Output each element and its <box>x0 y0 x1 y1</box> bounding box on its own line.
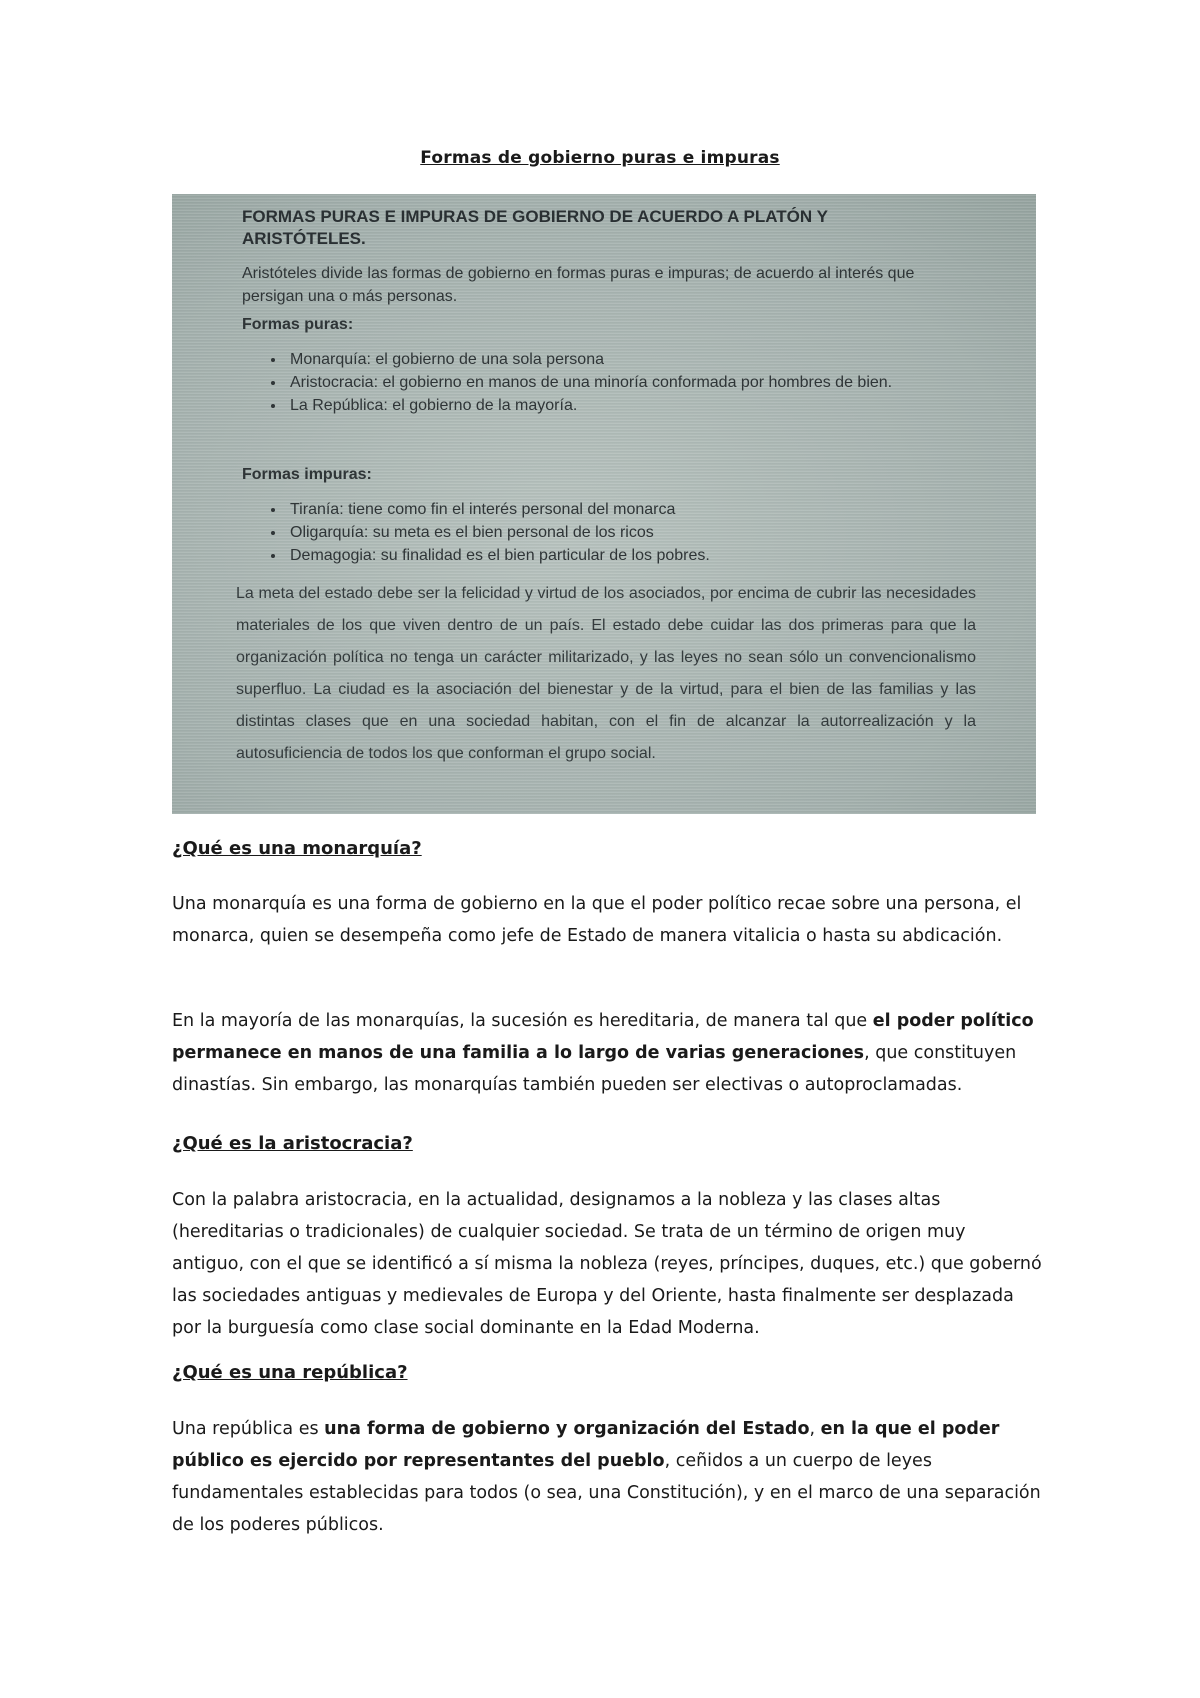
list-item: • Aristocracia: el gobierno en manos de una minoría conformada por hombres de bien. <box>286 371 976 394</box>
list-item: • La República: el gobierno de la mayoría. <box>286 394 976 417</box>
monarquia-p2-text-end: , que constituyen dinastías. Sin embargo, las monarquías también pueden ser electivas o autoproclamadas. <box>172 1043 1017 1095</box>
list-item: • Oligarquía: su meta es el bien personal de los ricos <box>286 521 976 544</box>
photo-impure-label: Formas impuras: <box>242 466 372 483</box>
embedded-photo <box>172 194 1036 814</box>
republica-p1-text-end: , ceñidos a un cuerpo de leyes fundamentales establecidas para todos (o sea, una Constitución), y en el marco de una separación de los poderes públicos. <box>172 1451 1041 1535</box>
monarquia-question: ¿Qué es una monarquía? <box>172 838 422 859</box>
monarquia-paragraph-1: Una monarquía es una forma de gobierno en la que el poder político recae sobre una persona, el monarca, quien se desempeña como jefe de Estado de manera vitalicia o hasta su abdicación. <box>172 894 1022 946</box>
photo-heading-line2: ARISTÓTELES. <box>242 229 366 248</box>
republica-paragraph <box>172 1413 1042 1541</box>
monarquia-paragraph-2 <box>172 1005 1042 1101</box>
republica-question: ¿Qué es una república? <box>172 1362 408 1383</box>
photo-heading-line1: FORMAS PURAS E IMPURAS DE GOBIERNO DE ACUERDO A PLATÓN Y <box>242 207 828 226</box>
photo-intro: Aristóteles divide las formas de gobierno en formas puras e impuras; de acuerdo al interés que persigan una o más personas. <box>242 265 915 305</box>
list-item: • Tiranía: tiene como fin el interés personal del monarca <box>286 498 976 521</box>
photo-impure-list <box>262 498 976 567</box>
republica-p1-bold-2: en la que el poder público es ejercido por representantes del pueblo <box>172 1419 1000 1471</box>
photo-paragraph: La meta del estado debe ser la felicidad y virtud de los asociados, por encima de cubrir las necesidades materiales de los que viven dentro de un país. El estado debe cuidar las dos primeras para que la organización política no tenga un carácter militarizado, y las leyes no sean sólo un convencionalismo superfluo. La ciudad es la asociación del bienestar y de la virtud, para el bien de las familias y las distintas clases que en una sociedad habitan, con el fin de alcanzar la autorrealización y la autosuficiencia de todos los que conforman el grupo social. <box>236 585 976 762</box>
republica-p1-bold-1: una forma de gobierno y organización del Estado <box>324 1419 810 1439</box>
list-item: • Monarquía: el gobierno de una sola persona <box>286 348 976 371</box>
monarquia-p2-text: En la mayoría de las monarquías, la sucesión es hereditaria, de manera tal que <box>172 1011 873 1031</box>
republica-p1-sep: , <box>809 1419 821 1439</box>
photo-heading <box>242 206 942 250</box>
republica-p1-text: Una república es <box>172 1419 325 1439</box>
aristocracia-question: ¿Qué es la aristocracia? <box>172 1133 413 1154</box>
monarquia-p2-bold: el poder político permanece en manos de una familia a lo largo de varias generaciones <box>172 1011 1034 1063</box>
list-item: • Demagogia: su finalidad es el bien particular de los pobres. <box>286 544 976 567</box>
document-title: Formas de gobierno puras e impuras <box>420 148 780 168</box>
photo-pure-label: Formas puras: <box>242 316 354 333</box>
photo-pure-list <box>262 348 976 417</box>
aristocracia-paragraph: Con la palabra aristocracia, en la actualidad, designamos a la nobleza y las clases altas (hereditarias o tradicionales) de cualquier sociedad. Se trata de un término de origen muy antiguo, con el que se identificó a sí misma la nobleza (reyes, príncipes, duques, etc.) que gobernó las sociedades antiguas y medievales de Europa y del Oriente, hasta finalmente ser desplazada por la burguesía como clase social dominante en la Edad Moderna. <box>172 1190 1042 1338</box>
